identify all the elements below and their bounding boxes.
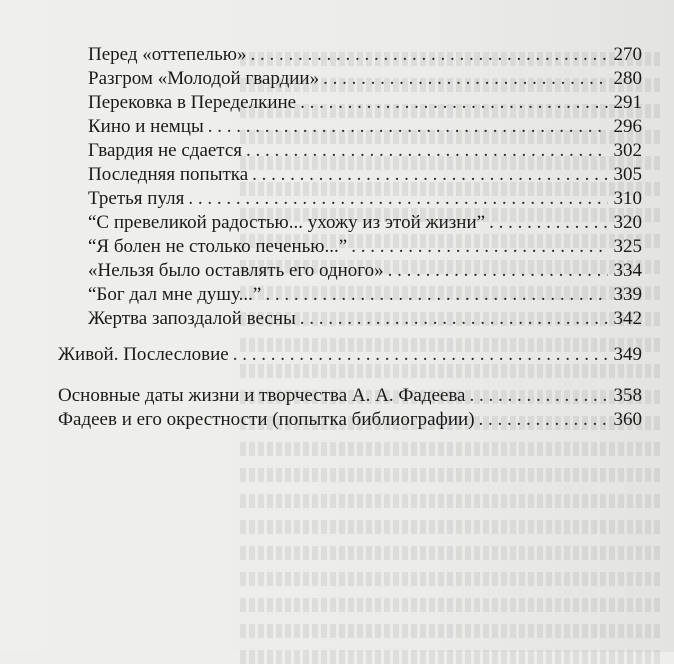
dot-leader — [233, 344, 608, 366]
toc-entry-title: Перековка в Переделкине — [88, 92, 297, 113]
toc-entry — [88, 284, 642, 306]
toc-appendix-entry — [58, 409, 642, 431]
toc-entry — [88, 260, 642, 282]
toc-entry-title: Живой. Послесловие — [58, 344, 229, 365]
toc-entry-page: 302 — [613, 140, 642, 161]
toc-entry-title: “Бог дал мне душу...” — [88, 284, 262, 305]
toc-entry — [88, 308, 642, 330]
toc-entry — [88, 116, 642, 138]
dot-leader — [351, 236, 608, 258]
dot-leader — [188, 188, 608, 210]
toc-entry-title: Фадеев и его окрестности (попытка библиографии) — [58, 409, 475, 430]
dot-leader — [252, 164, 608, 186]
toc-entry-page: 296 — [613, 116, 642, 137]
dot-leader — [323, 68, 608, 90]
toc-entry-page: 342 — [613, 308, 642, 329]
dot-leader — [479, 409, 608, 431]
toc-entry-title: Третья пуля — [88, 188, 185, 209]
toc-entry-page: 334 — [613, 260, 642, 281]
toc-entry-page: 280 — [613, 68, 642, 89]
dot-leader — [470, 385, 609, 407]
toc-entry — [88, 188, 642, 210]
toc-entry — [88, 164, 642, 186]
dot-leader — [300, 92, 608, 114]
toc-entry-page: 339 — [613, 284, 642, 305]
toc-entry-page: 320 — [613, 212, 642, 233]
dot-leader — [208, 116, 608, 138]
dot-leader — [489, 212, 608, 234]
toc-entry — [88, 68, 642, 90]
toc-entry-page: 270 — [613, 44, 642, 65]
toc-entry — [88, 140, 642, 162]
toc-entry-page: 325 — [613, 236, 642, 257]
dot-leader — [388, 260, 608, 282]
dot-leader — [300, 308, 608, 330]
dot-leader — [265, 284, 608, 306]
dot-leader — [246, 140, 608, 162]
toc-entry-title: «Нельзя было оставлять его одного» — [88, 260, 384, 281]
toc-entry-title: Жертва запоздалой весны — [88, 308, 296, 329]
toc-entry — [88, 236, 642, 258]
toc-entry-page: 305 — [613, 164, 642, 185]
toc-entry-title: Основные даты жизни и творчества А. А. Фадеева — [58, 385, 466, 406]
dot-leader — [251, 44, 609, 66]
toc-entry-title: Кино и немцы — [88, 116, 204, 137]
toc-entry-page: 358 — [613, 385, 642, 406]
toc-entry-title: Последняя попытка — [88, 164, 249, 185]
toc-entry — [88, 212, 642, 234]
toc-entry-page: 349 — [613, 344, 642, 365]
toc-entry-page: 360 — [613, 409, 642, 430]
toc-entry-page: 310 — [613, 188, 642, 209]
toc-entry-title: “С превеликой радостью... ухожу из этой жизни” — [88, 212, 486, 233]
toc-afterword — [58, 344, 642, 366]
toc-entry — [88, 92, 642, 114]
toc-appendix-entry — [58, 385, 642, 407]
toc-entry-page: 291 — [613, 92, 642, 113]
toc-entry-title: Гвардия не сдается — [88, 140, 243, 161]
toc-entry-title: Разгром «Молодой гвардии» — [88, 68, 320, 89]
toc-entry-title: “Я болен не столько печенью...” — [88, 236, 348, 257]
toc-entry-title: Перед «оттепелью» — [88, 44, 247, 65]
toc-entry — [88, 44, 642, 66]
